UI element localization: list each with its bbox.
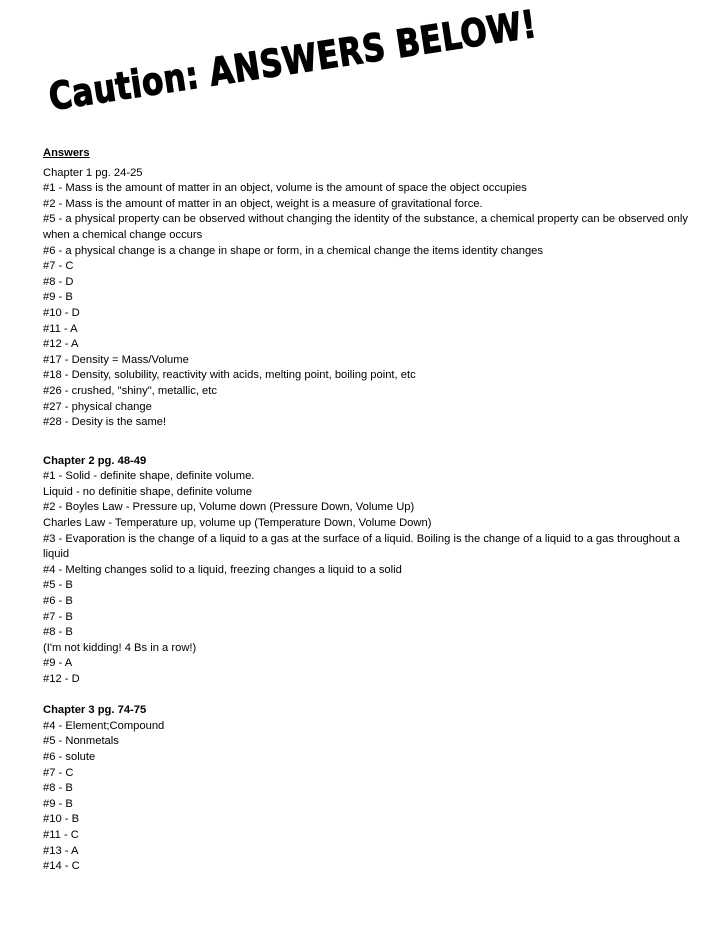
answer-line: #8 - D: [43, 275, 74, 288]
answer-line: #6 - solute: [43, 750, 96, 763]
answer-line: #3 - Evaporation is the change of a liquid to a gas at the surface of a liquid. Boiling is the change of a liquid to a gas throughout a liquid: [43, 532, 680, 561]
answer-line: #12 - D: [43, 673, 80, 685]
answer-line: #27 - physical change: [43, 400, 152, 413]
answer-line: #11 - A: [43, 322, 78, 335]
answer-line: #8 - B: [43, 782, 73, 795]
answer-line: #13 - A: [43, 844, 79, 857]
answer-line: #4 - Melting changes solid to a liquid, freezing changes a liquid to a solid: [43, 563, 402, 576]
section-title: Chapter 2 pg. 48-49: [43, 454, 147, 467]
answer-line: #18 - Density, solubility, reactivity with acids, melting point, boiling point, etc: [43, 369, 416, 382]
answer-line: #17 - Density = Mass/Volume: [43, 353, 189, 366]
answer-line: #12 - A: [43, 338, 79, 351]
answer-line: #9 - A: [43, 657, 73, 670]
answer-line: Charles Law - Temperature up, volume up (Temperature Down, Volume Down): [43, 517, 432, 530]
answer-line: #26 - crushed, "shiny", metallic, etc: [43, 384, 217, 397]
answer-line: (I'm not kidding! 4 Bs in a row!): [43, 641, 197, 654]
section-title: Chapter 1 pg. 24-25: [43, 166, 143, 179]
answer-line: #5 - B: [43, 579, 73, 592]
sections-container: [43, 166, 688, 875]
answer-line: #9 - B: [43, 797, 73, 810]
section-title: Chapter 3 pg. 74-75: [43, 704, 147, 717]
answer-line: #5 - a physical property can be observed without changing the identity of the substance, a chemical property can be observed only when a chemical change occurs: [43, 213, 688, 241]
caution-banner: Caution: ANSWERS BELOW!: [45, 1, 540, 119]
answer-line: #7 - C: [43, 260, 74, 273]
answer-line: #6 - a physical change is a change in shape or form, in a chemical change the items identity changes: [43, 244, 543, 257]
answer-line: Liquid - no definitie shape, definite volume: [43, 485, 252, 498]
answer-line: #11 - C: [43, 828, 79, 841]
answer-line: #7 - B: [43, 610, 73, 623]
answer-line: #2 - Boyles Law - Pressure up, Volume down (Pressure Down, Volume Up): [43, 501, 415, 514]
answer-line: #8 - B: [43, 626, 73, 639]
answers-heading: Answers: [43, 147, 90, 159]
answer-line: #9 - B: [43, 291, 73, 304]
answer-line: #2 - Mass is the amount of matter in an object, weight is a measure of gravitational force.: [43, 197, 483, 210]
answer-line: #10 - B: [43, 813, 80, 826]
answer-line: #7 - C: [43, 766, 74, 779]
answer-line: #6 - B: [43, 595, 73, 608]
answer-line: #10 - D: [43, 306, 80, 319]
answer-line: #28 - Desity is the same!: [43, 416, 167, 429]
answer-line: #1 - Solid - definite shape, definite volume.: [43, 470, 255, 483]
answer-line: #1 - Mass is the amount of matter in an object, volume is the amount of space the object occupies: [43, 182, 527, 195]
answer-line: #4 - Element;Compound: [43, 719, 165, 732]
answer-line: #5 - Nonmetals: [43, 735, 119, 748]
answer-document: [43, 146, 688, 875]
answer-line: #14 - C: [43, 860, 80, 873]
